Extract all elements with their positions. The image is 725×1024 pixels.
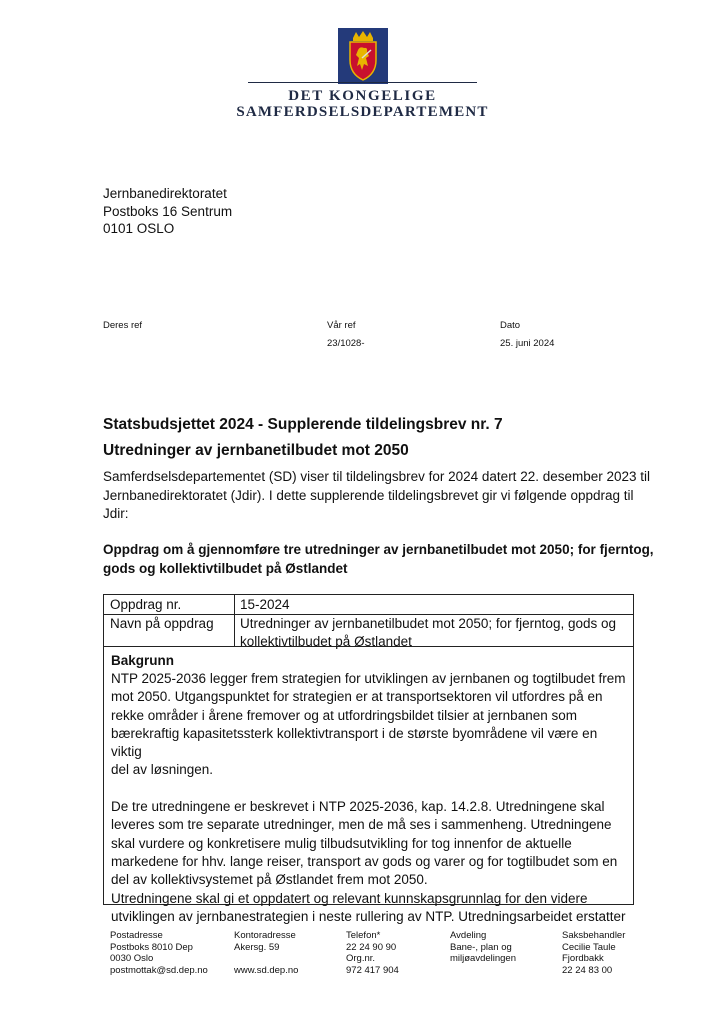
intro-paragraph bbox=[103, 468, 663, 524]
assignment-heading-line: Oppdrag om å gjennomføre tre utredninger av jernbanetilbudet mot 2050; for fjerntog, bbox=[103, 542, 654, 557]
footer-department bbox=[450, 930, 516, 976]
background-line bbox=[111, 780, 629, 798]
var-ref-value: 23/1028- bbox=[327, 338, 365, 349]
background-line: utviklingen av jernbanestrategien i neste rullering av NTP. Utredningsarbeidet erstatter bbox=[111, 908, 626, 924]
intro-line: Samferdselsdepartementet (SD) viser til tildelingsbrev for 2024 datert 22. desember 2023 til bbox=[103, 469, 651, 484]
date-value: 25. juni 2024 bbox=[500, 338, 555, 349]
footer-heading: Saksbehandler bbox=[562, 930, 626, 941]
footer-heading: Kontoradresse bbox=[234, 930, 296, 941]
assignment-heading-line: gods og kollektivtilbudet på Østlandet bbox=[103, 560, 348, 576]
logo-divider bbox=[248, 82, 477, 83]
footer-line: Akersg. 59 bbox=[234, 941, 280, 953]
footer-line: 22 24 83 00 bbox=[562, 964, 613, 976]
assignment-name-value-line1: Utredninger av jernbanetilbudet mot 2050; for fjerntog, gods og bbox=[240, 616, 616, 631]
background-heading: Bakgrunn bbox=[111, 653, 175, 668]
footer-line bbox=[450, 965, 516, 977]
letter-subtitle: Utredninger av jernbanetilbudet mot 2050 bbox=[103, 442, 409, 459]
footer-phone bbox=[346, 930, 399, 976]
footer-heading: Avdeling bbox=[450, 930, 487, 941]
footer-line: 972 417 904 bbox=[346, 964, 399, 976]
footer-line: Org.nr. bbox=[346, 953, 376, 964]
footer-website-link[interactable]: www.sd.dep.no bbox=[234, 964, 299, 976]
recipient-postal: 0101 OSLO bbox=[103, 221, 175, 236]
footer-line: 22 24 90 90 bbox=[346, 941, 397, 953]
footer-case-officer bbox=[562, 930, 625, 976]
background-line: De tre utredningene er beskrevet i NTP 2025-2036, kap. 14.2.8. Utredningene skal bbox=[111, 799, 605, 815]
assignment-name-value-line2: kollektivtilbudet på Østlandet bbox=[240, 634, 412, 649]
footer-line: Cecilie Taule bbox=[562, 941, 616, 953]
intro-line: Jernbanedirektoratet (Jdir). I dette supplerende tildelingsbrevet gir vi følgende oppdrag til bbox=[103, 487, 634, 503]
footer-line: miljøavdelingen bbox=[450, 953, 517, 964]
background-line: Utredningene skal gi et oppdatert og relevant kunnskapsgrunnlag for den videre bbox=[111, 890, 588, 906]
crest-icon bbox=[338, 28, 388, 84]
background-text bbox=[111, 670, 629, 926]
recipient-street: Postboks 16 Sentrum bbox=[103, 203, 233, 219]
table-row bbox=[104, 595, 633, 615]
background-line: mot 2050. Utgangspunktet for strategien er at transportsektoren vil utfordres på en bbox=[111, 689, 603, 705]
department-name-line1: DET KONGELIGE bbox=[288, 88, 437, 104]
recipient-name: Jernbanedirektoratet bbox=[103, 186, 227, 201]
footer-heading: Telefon* bbox=[346, 930, 381, 941]
background-line: del av kollektivsystemet på Østlandet frem mot 2050. bbox=[111, 872, 428, 888]
table-column-divider bbox=[234, 595, 235, 646]
background-line: bærekraftig kapasitetssterk kollektivtransport i de største byområdene vil være en viktig bbox=[111, 725, 598, 760]
background-line: NTP 2025-2036 legger frem strategien for utviklingen av jernbanen og togtilbudet frem bbox=[111, 671, 626, 686]
footer-line: Postboks 8010 Dep bbox=[110, 941, 193, 953]
var-ref-label: Vår ref bbox=[327, 320, 356, 331]
background-line: rekke områder i årene fremover og at utfordringsbildet tilsier at jernbanen som bbox=[111, 707, 577, 723]
background-line: del av løsningen. bbox=[111, 762, 214, 778]
background-line: skal vurdere og konkretisere mulig tilbudsutvikling for tog innenfor de aktuelle bbox=[111, 835, 572, 851]
footer-postal-address bbox=[110, 930, 208, 976]
intro-line: Jdir: bbox=[103, 506, 129, 521]
footer-office-address bbox=[234, 930, 298, 976]
background-line: leveres som tre separate utredninger, men de må ses i sammenheng. Utredningene bbox=[111, 817, 612, 833]
footer-line: Fjordbakk bbox=[562, 953, 604, 964]
assignment-number-value: 15-2024 bbox=[240, 597, 290, 612]
department-name-line2: SAMFERDSELSDEPARTEMENT bbox=[236, 104, 489, 120]
date-label: Dato bbox=[500, 320, 521, 331]
assignment-number-label: Oppdrag nr. bbox=[110, 597, 182, 612]
recipient-address bbox=[103, 185, 232, 238]
background-line: markedene for hhv. lange reiser, transport av gods og varer og for togtilbudet som en bbox=[111, 853, 618, 869]
assignment-table bbox=[103, 594, 634, 924]
assignment-name-label: Navn på oppdrag bbox=[110, 616, 214, 631]
letter-title: Statsbudsjettet 2024 - Supplerende tildelingsbrev nr. 7 bbox=[103, 416, 503, 433]
assignment-heading bbox=[103, 541, 683, 578]
footer-line bbox=[234, 953, 298, 965]
deres-ref-label: Deres ref bbox=[103, 320, 143, 331]
coat-of-arms-logo bbox=[0, 28, 725, 89]
footer-line: 0030 Oslo bbox=[110, 953, 154, 964]
footer-heading: Postadresse bbox=[110, 930, 163, 941]
footer-line: Bane-, plan og bbox=[450, 941, 512, 953]
footer-email-link[interactable]: postmottak@sd.dep.no bbox=[110, 964, 208, 976]
